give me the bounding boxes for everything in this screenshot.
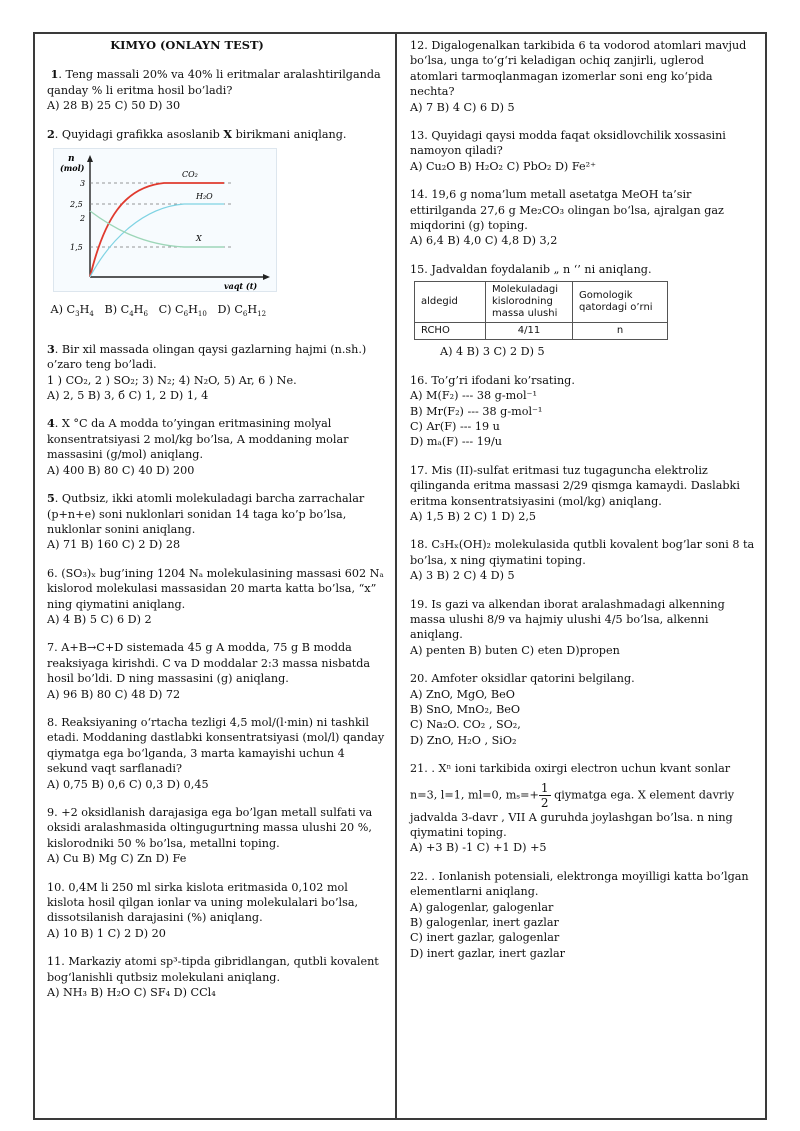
question-options: A) 400 B) 80 C) 40 D) 200	[47, 463, 195, 477]
question-4	[47, 416, 387, 478]
question-options: A) 2, 5 B) 3, б C) 1, 2 D) 1, 4	[47, 389, 209, 403]
left-column	[47, 38, 387, 1013]
table-cell: n	[573, 323, 668, 340]
tick-label: 3	[80, 179, 86, 189]
right-column	[410, 38, 755, 974]
option-line: A) M(F₂) --- 38 g-mol⁻¹	[410, 389, 537, 403]
question-options: A) NH₃ B) H₂O C) SF₄ D) CCl₄	[47, 986, 216, 1000]
option-line: A) ZnO, MgO, BeO	[410, 687, 515, 701]
question-text: . Is gazi va alkendan iborat aralashmadagi alkenning massa ulushi 8/9 va hajmiy ulushi 4/5 bo’lsa, alkenni aniqlang.	[410, 597, 725, 642]
question-number: 11	[47, 955, 62, 969]
question-options: A) Cu B) Mg C) Zn D) Fe	[47, 852, 187, 866]
question-text: . . Ionlanish potensiali, elektronga moyilligi katta bo’lgan elementlarni aniqlang.	[410, 869, 749, 899]
question-7	[47, 640, 387, 702]
question-8	[47, 715, 387, 792]
tick-label: 2,5	[70, 200, 83, 210]
question-text: . Teng massali 20% va 40% li eritmalar aralashtirilganda qanday % li eritma hosil bo’ladi?	[47, 68, 381, 97]
question-number: 3	[47, 341, 55, 356]
question-3	[47, 342, 387, 404]
question-options: A) 3 B) 2 C) 4 D) 5	[410, 569, 515, 583]
table-cell: 4/11	[486, 323, 573, 340]
question-text: . Jadvaldan foydalanib „ n ‘’ ni aniqlang.	[424, 262, 652, 276]
question-text-bold: X	[223, 126, 233, 141]
table-header: Molekuladagi kislorodning massa ulushi	[486, 282, 573, 323]
question-options: A) 71 B) 160 C) 2 D) 28	[47, 538, 181, 552]
question-number: 9	[47, 806, 55, 819]
question-21	[410, 761, 755, 856]
question-18	[410, 537, 755, 583]
question-22	[410, 869, 755, 961]
question-options: A) Cu₂O B) H₂O₂ C) PbO₂ D) Fe²⁺	[410, 159, 597, 173]
option-line: B) Mr(F₂) --- 38 g-mol⁻¹	[410, 404, 543, 418]
question-17	[410, 463, 755, 525]
question-options: A) 7 B) 4 C) 6 D) 5	[410, 100, 515, 114]
question-19	[410, 597, 755, 659]
question-number: 10	[47, 880, 62, 894]
question-text: . Mis (II)-sulfat eritmasi tuz tugaguncha elektroliz qilinganda eritma massasi 2/29 qismga kamaydi. Daslabki eritma konsentratsiyasini (mol/kg) aniqlang.	[410, 463, 740, 508]
question-number: 5	[47, 491, 55, 506]
question-text: n=3, l=1, ml=0, mₛ=+	[410, 788, 539, 802]
question-16	[410, 373, 755, 450]
question-number: 8	[47, 715, 55, 729]
question-6	[47, 566, 387, 628]
question-11	[47, 954, 387, 1000]
question-options: A) 4 B) 5 C) 6 D) 2	[47, 612, 152, 626]
page-title: KIMYO (ONLAYN TEST)	[110, 38, 264, 52]
question-number: 1	[50, 67, 59, 82]
question-text: . Quyidagi qaysi modda faqat oksidlovchilik xossasini namoyon qiladi?	[410, 129, 726, 158]
question-options: A) 96 B) 80 C) 48 D) 72	[47, 687, 181, 701]
question-options: A) 0,75 B) 0,6 C) 0,3 D) 0,45	[47, 777, 209, 791]
question-number: 15	[410, 262, 425, 276]
table-cell: RCHO	[415, 323, 486, 340]
option-line: D) inert gazlar, inert gazlar	[410, 946, 566, 960]
question-number: 17	[410, 463, 425, 477]
question-14	[410, 187, 755, 249]
option-line: B) SnO, MnO₂, BeO	[410, 703, 521, 716]
y-axis-label-n: n	[68, 154, 75, 165]
question-text: . +2 oksidlanish darajasiga ega bo’lgan metall sulfati va oksidi aralashmasida oltingugurtning massa ulushi 20 %, kislorodniki 50 % bo’lsa, metallni toping.	[47, 806, 373, 850]
question-number: 20	[410, 672, 425, 686]
question-text: qiymatga ega. X element davriy jadvalda 3-davr , VII A guruhda joylashgan bo’lsa. n ning qiymatini toping.	[410, 788, 735, 840]
question-text: . Qutbsiz, ikki atomli molekuladagi barcha zarrachalar (p+n+e) soni nuklonlari sonidan 14 taga ko’p bo’lsa, nuklonlar sonini aniqlang.	[47, 492, 365, 536]
option-line: C) Na₂O. CO₂ , SO₂,	[410, 718, 521, 732]
question-options: A) 6,4 B) 4,0 C) 4,8 D) 3,2	[410, 234, 558, 248]
table-header: Gomologik qatordagi o’rni	[573, 282, 668, 323]
question-number: 21	[410, 762, 425, 776]
question-line: 1 ) CO₂, 2 ) SO₂; 3) N₂; 4) N₂O, 5) Ar, 6 ) Ne.	[47, 373, 297, 387]
question-13	[410, 128, 755, 174]
x-curve	[90, 211, 224, 247]
question-text: . X °C da A modda to’yingan eritmasining molyal konsentratsiyasi 2 mol/kg bo’lsa, A moddaning molar massasini (g/mol) aniqlang.	[47, 417, 349, 462]
option-line: D) mₐ(F) --- 19/u	[410, 435, 502, 449]
option-line: C) inert gazlar, galogenlar	[410, 931, 560, 945]
question-options: A) 4 B) 3 C) 2 D) 5	[440, 345, 545, 359]
mole-time-graph	[53, 148, 277, 292]
h2o-label: H₂O	[196, 192, 213, 202]
fraction-denominator: 2	[540, 795, 549, 810]
tick-label: 1,5	[70, 243, 83, 253]
x-axis-arrow	[263, 274, 270, 280]
fraction-one-half	[539, 781, 551, 810]
option-line: B) galogenlar, inert gazlar	[410, 916, 559, 930]
question-text: . Quyidagi grafikka asoslanib	[54, 127, 224, 141]
x-axis-label: vaqt (t)	[224, 281, 258, 292]
question-number: 4	[47, 416, 55, 431]
y-axis-arrow	[87, 155, 93, 162]
question-5	[47, 491, 387, 553]
table-header: aldegid	[415, 282, 486, 323]
y-axis-label-mol: (mol)	[60, 163, 85, 174]
question-text: birikmani aniqlang.	[232, 127, 347, 141]
question-number: 18	[410, 538, 425, 552]
option-line: C) Ar(F) --- 19 u	[410, 419, 500, 433]
question-number: 19	[410, 597, 425, 611]
question-options: A) $C_3H_4$ B) $C_4H_6$ C) $C_6H_{10}$ D) $C_6H_{12}$	[47, 303, 267, 319]
question-1	[47, 67, 387, 113]
question-text: . A+B→C+D sistemada 45 g A modda, 75 g B modda reaksiyaga kirishdi. C va D moddalar 2:3 massa nisbatda hosil bo’ldi. D ning massasini (g) aniqlang.	[47, 641, 371, 686]
question-number: 12	[410, 39, 425, 52]
question-table	[414, 281, 668, 340]
question-text: . C₃Hₓ(OH)₂ molekulasida qutbli kovalent bog’lar soni 8 ta bo’lsa, x ning qiymatini toping.	[410, 538, 755, 567]
question-text: . To’g’ri ifodani ko’rsating.	[424, 373, 575, 387]
question-options: A) 10 B) 1 C) 2 D) 20	[47, 926, 166, 940]
question-number: 7	[47, 641, 55, 655]
question-2	[47, 127, 387, 318]
x-label: X	[196, 234, 202, 244]
question-text: . Amfoter oksidlar qatorini belgilang.	[424, 672, 635, 686]
question-9	[47, 805, 387, 867]
fraction-numerator: 1	[540, 780, 549, 795]
question-text: . 0,4M li 250 ml sirka kislota eritmasida 0,102 mol kislota hosil qilgan ionlar va uning molekulalari bo’lsa, dissotsilanish darajasini (%) aniqlang.	[47, 880, 359, 925]
option-line: D) ZnO, H₂O , SiO₂	[410, 733, 517, 747]
question-text: . Bir xil massada olingan qaysi gazlarning hajmi (n.sh.) o’zaro teng bo’ladi.	[47, 342, 367, 372]
question-text: . 19,6 g noma’lum metall asetatga MeOH ta’sir ettirilganda 27,6 g Me₂CO₃ olingan bo‘lsa, ajralgan gaz miqdorini (g) toping.	[410, 188, 724, 233]
question-text: . . Xⁿ ioni tarkibida oxirgi electron uchun kvant sonlar	[424, 762, 731, 776]
question-15	[410, 262, 755, 360]
question-options: A) +3 B) -1 C) +1 D) +5	[410, 841, 547, 855]
h2o-curve	[90, 204, 224, 277]
question-number: 13	[410, 129, 425, 143]
question-options: A) 1,5 B) 2 C) 1 D) 2,5	[410, 509, 537, 523]
question-text: . Digalogenalkan tarkibida 6 ta vodorod atomlari mavjud bo‘lsa, unga to‘g‘ri keladigan ochiq zanjirli, uglerod atomlari tarmoqlanmagan izomerlar soni eng ko‘pida nechta?	[410, 39, 747, 99]
question-number: 16	[410, 373, 425, 387]
co2-label: CO₂	[182, 170, 198, 180]
question-text: . Markaziy atomi sp³-tipda gibridlangan, qutbli kovalent bog‘lanishli qutbsiz molekulani aniqlang.	[47, 955, 379, 984]
question-number: 6	[47, 566, 55, 580]
option-line: A) galogenlar, galogenlar	[410, 900, 554, 914]
question-number: 22	[410, 869, 425, 883]
question-number: 14	[410, 188, 425, 202]
question-text: . Reaksiyaning o‘rtacha tezligi 4,5 mol/(l·min) ni tashkil etadi. Moddaning dastlabki konsentratsiyasi (mol/l) qanday qiymatga ega bo‘lganda, 3 marta kamayishi uchun 4 sekund vaqt sarflanadi?	[47, 715, 385, 776]
question-12	[410, 38, 755, 115]
question-number: 2	[47, 126, 55, 141]
question-20	[410, 671, 755, 748]
column-divider	[395, 32, 397, 1120]
question-text: . (SO₃)ₓ bug’ining 1204 Nₐ molekulasining massasi 602 Nₐ kislorod molekulasi massasidan 20 marta katta bo’lsa, “x” ning qiymatini aniqlang.	[47, 566, 384, 611]
tick-label: 2	[80, 214, 86, 224]
question-options: A) penten B) buten C) eten D)propen	[410, 643, 620, 657]
question-options: A) 28 B) 25 C) 50 D) 30	[47, 99, 181, 113]
question-10	[47, 880, 387, 942]
